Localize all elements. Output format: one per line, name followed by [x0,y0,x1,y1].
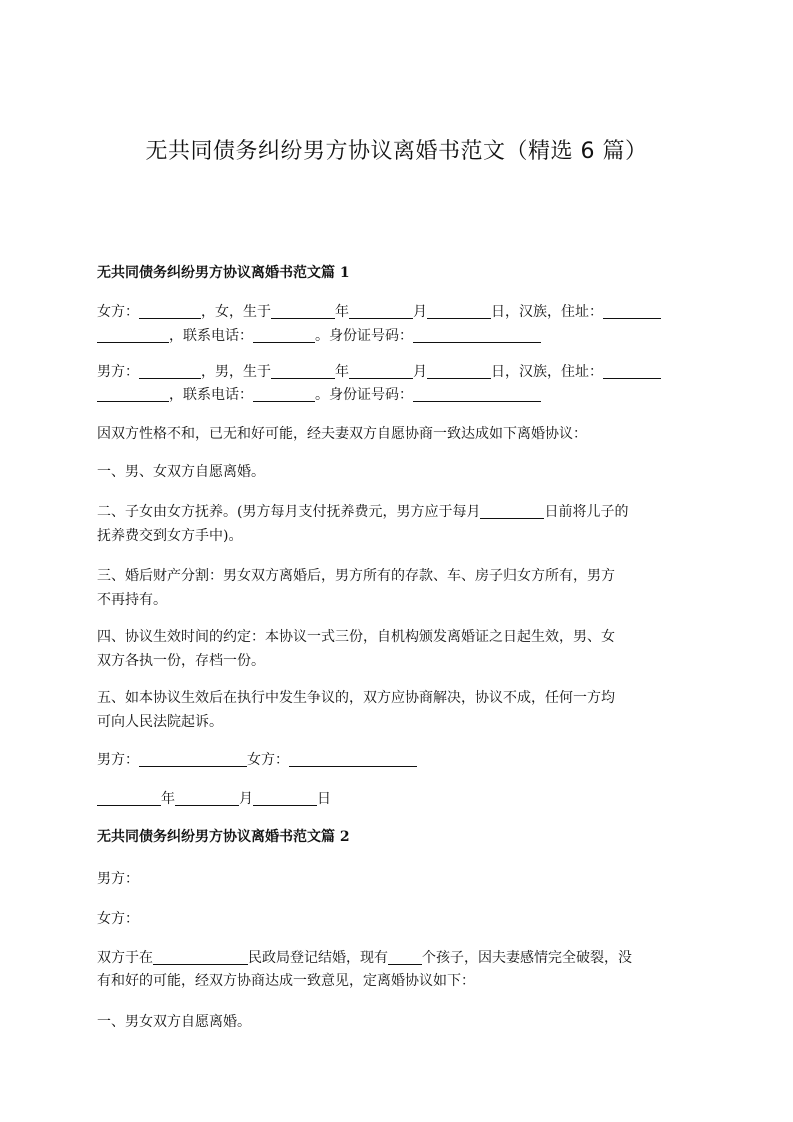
blank-registry [153,948,248,965]
blank-month [349,302,413,319]
text-segment: 月 [239,791,253,807]
blank-day [427,302,491,319]
text-segment: 日，汉族，住址： [491,304,603,320]
blank-address [603,302,661,319]
section-2-paragraph-line-1 [97,946,697,971]
blank-month [175,789,239,806]
intro-paragraph: 因双方性格不和，已无和好可能，经夫妻双方自愿协商一致达成如下离婚协议： [97,426,587,442]
text-segment: 年 [161,791,175,807]
clause-2-line-2: 抚养费交到女方手中)。 [97,528,243,544]
text-segment: ，男，生于 [201,364,271,380]
clause-5-line-1: 五、如本协议生效后在执行中发生争议的，双方应协商解决，协议不成，任何一方均 [97,690,615,706]
blank-children [388,948,422,965]
blank-year [271,302,335,319]
blank-day [427,362,491,379]
date-line [97,787,697,812]
text-segment: 月 [413,304,427,320]
clause-4-line-2: 双方各执一份，存档一份。 [97,653,265,669]
text-segment: 年 [335,304,349,320]
clause-2-line-1 [97,500,697,525]
blank-name [139,302,201,319]
blank-id [413,326,541,343]
text-segment: 民政局登记结婚，现有 [248,950,388,966]
text-segment: ，联系电话： [169,387,253,403]
text-segment: 双方于在 [97,950,153,966]
text-segment: 男方： [97,364,139,380]
text-segment: 个孩子，因夫妻感情完全破裂，没 [422,950,632,966]
text-segment: 二、子女由女方抚养。(男方每月支付抚养费元，男方应于每月 [97,504,481,520]
clause-3-line-1: 三、婚后财产分割：男女双方离婚后，男方所有的存款、车、房子归女方所有，男方 [97,568,615,584]
text-segment: 。身份证号码： [315,328,413,344]
clause-5-line-2: 可向人民法院起诉。 [97,714,223,730]
blank-female-signature [289,750,417,767]
blank-day [253,789,317,806]
signature-line [97,748,697,773]
blank-address [603,362,661,379]
text-segment: 日前将儿子的 [544,504,629,520]
blank-year [271,362,335,379]
section-2-male: 男方： [97,871,139,887]
blank-address-cont [97,385,169,402]
blank-month [349,362,413,379]
female-party-line-2 [97,324,697,349]
text-segment: 日 [317,791,331,807]
blank-address-cont [97,326,169,343]
text-segment: 年 [335,364,349,380]
document-title: 无共同债务纠纷男方协议离婚书范文（精选 6 篇） [145,139,648,164]
text-segment: 女方： [247,752,289,768]
clause-4-line-1: 四、协议生效时间的约定：本协议一式三份，自机构颁发离婚证之日起生效，男、女 [97,629,615,645]
male-party-line-2 [97,383,697,408]
blank-name [139,362,201,379]
text-segment: ，女，生于 [201,304,271,320]
blank-phone [253,326,315,343]
section-2-paragraph-line-2: 有和好的可能，经双方协商达成一致意见，定离婚协议如下： [97,973,475,989]
clause-1: 一、男、女双方自愿离婚。 [97,464,265,480]
section-2-female: 女方： [97,911,139,927]
text-segment: 月 [413,364,427,380]
section-2-heading: 无共同债务纠纷男方协议离婚书范文篇 2 [97,829,350,845]
text-segment: 男方： [97,752,139,768]
blank-year [97,789,161,806]
blank-phone [253,385,315,402]
text-segment: 。身份证号码： [315,387,413,403]
section-2-clause-1: 一、男女双方自愿离婚。 [97,1014,251,1030]
text-segment: ，联系电话： [169,328,253,344]
section-1-heading: 无共同债务纠纷男方协议离婚书范文篇 1 [97,265,350,281]
blank-payment-day [480,502,544,519]
female-party-line-1 [97,300,697,325]
male-party-line-1 [97,360,697,385]
text-segment: 日，汉族，住址： [491,364,603,380]
blank-id [413,385,541,402]
clause-3-line-2: 不再持有。 [97,592,167,608]
blank-male-signature [139,750,247,767]
text-segment: 女方： [97,304,139,320]
